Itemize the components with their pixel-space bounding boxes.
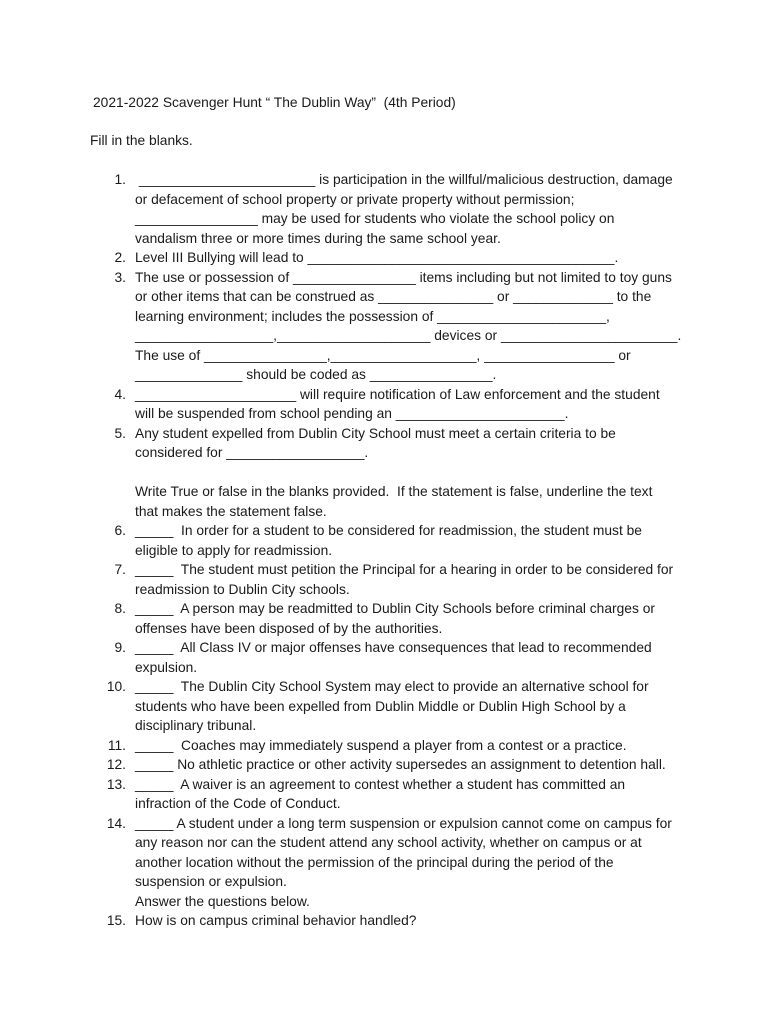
question-text-line: another location without the permission of the principal during the period of the [135, 854, 614, 870]
question-number: 2. [114, 250, 126, 265]
question-text-line: readmission to Dublin City schools. [135, 581, 350, 597]
question-text-line: _____ Coaches may immediately suspend a player from a contest or a practice. [135, 737, 627, 753]
question-item [0, 268, 695, 385]
question-item [0, 638, 695, 677]
question-text-line: Level III Bullying will lead to ________________________________________. [135, 250, 619, 265]
question-text-line: or other items that can be construed as _______________ or _____________ to the [135, 289, 652, 304]
question-item [0, 521, 695, 560]
instruction-line: that makes the statement false. [135, 503, 327, 519]
question-text-line: The use of ________________,___________________, _________________ or [135, 347, 631, 363]
question-number: 3. [114, 269, 126, 285]
document-title: 2021-2022 Scavenger Hunt “ The Dublin Way” (4th Period) [93, 95, 456, 110]
question-item [0, 677, 695, 736]
question-text-line: _______________________ is participation in the willful/malicious destruction, damage [135, 172, 673, 187]
question-number: 10. [106, 679, 126, 694]
fill-in-instructions: Fill in the blanks. [90, 133, 193, 148]
question-item [0, 560, 695, 599]
question-number: 7. [114, 562, 126, 577]
question-text-line: learning environment; includes the possession of ______________________, [135, 308, 610, 324]
question-text-line: How is on campus criminal behavior handled? [135, 913, 417, 928]
question-number: 4. [114, 386, 126, 402]
true-false-instructions [0, 482, 695, 521]
question-text-line: The use or possession of ________________ items including but not limited to toy guns [135, 269, 672, 285]
question-number: 5. [114, 425, 126, 441]
question-text-line: _____ A student under a long term suspension or expulsion cannot come on campus for [135, 815, 672, 831]
question-item [0, 170, 695, 248]
question-list [0, 170, 768, 931]
question-text-line: _____ A person may be readmitted to Dublin City Schools before criminal charges or [135, 601, 655, 616]
question-text-line: ________________ may be used for students who violate the school policy on [135, 211, 615, 226]
question-text-line: _____________________ will require notification of Law enforcement and the student [135, 386, 660, 402]
question-item [0, 599, 695, 638]
question-text-line: any reason nor can the student attend any school activity, whether on campus or at [135, 835, 642, 850]
question-number: 11. [107, 737, 126, 753]
question-text-line: infraction of the Code of Conduct. [135, 796, 341, 811]
question-item [0, 385, 695, 424]
question-text-line: will be suspended from school pending an ______________________. [135, 406, 569, 421]
question-item [0, 775, 695, 814]
question-number: 15. [106, 913, 126, 928]
question-text-line: disciplinary tribunal. [135, 718, 257, 733]
question-item [0, 814, 695, 912]
question-text-line: offenses have been disposed of by the authorities. [135, 620, 443, 636]
question-number: 9. [114, 640, 126, 655]
question-number: 8. [114, 601, 126, 616]
question-text-line: Any student expelled from Dublin City School must meet a certain criteria to be [135, 425, 616, 441]
question-item [0, 424, 695, 463]
question-text-line: _____ A waiver is an agreement to contest whether a student has committed an [135, 776, 626, 792]
question-text-line: students who have been expelled from Dublin Middle or Dublin High School by a [135, 698, 626, 714]
question-text-line: suspension or expulsion. [135, 874, 287, 889]
question-text-line: _____ In order for a student to be considered for readmission, the student must be [135, 523, 642, 538]
question-text-line: vandalism three or more times during the same school year. [135, 230, 501, 246]
question-item [0, 248, 695, 268]
question-item [0, 755, 695, 775]
question-text-line: _____ The student must petition the Principal for a hearing in order to be considered for [135, 562, 674, 577]
question-number: 14. [106, 815, 126, 831]
answer-instructions: Answer the questions below. [135, 893, 310, 909]
question-item [0, 911, 695, 931]
section-spacer [0, 463, 768, 483]
question-text-line: ______________ should be coded as ________________. [135, 367, 497, 382]
question-text-line: _____ All Class IV or major offenses have consequences that lead to recommended [135, 640, 652, 655]
question-text-line: or defacement of school property or private property without permission; [135, 191, 575, 207]
question-number: 6. [114, 523, 126, 538]
instruction-line: Write True or false in the blanks provided. If the statement is false, underline the text [135, 484, 653, 499]
question-text-line: __________________,____________________ devices or _______________________. [135, 328, 682, 343]
question-text-line: _____ The Dublin City School System may elect to provide an alternative school for [135, 679, 649, 694]
question-text-line: considered for __________________. [135, 445, 369, 460]
question-number: 13. [106, 776, 126, 792]
question-text-line: expulsion. [135, 659, 198, 675]
question-number: 12. [106, 757, 126, 772]
question-item [0, 736, 695, 756]
question-text-line: _____ No athletic practice or other activity supersedes an assignment to detention hall. [135, 757, 666, 772]
question-text-line: eligible to apply for readmission. [135, 542, 333, 558]
question-number: 1. [114, 172, 126, 187]
